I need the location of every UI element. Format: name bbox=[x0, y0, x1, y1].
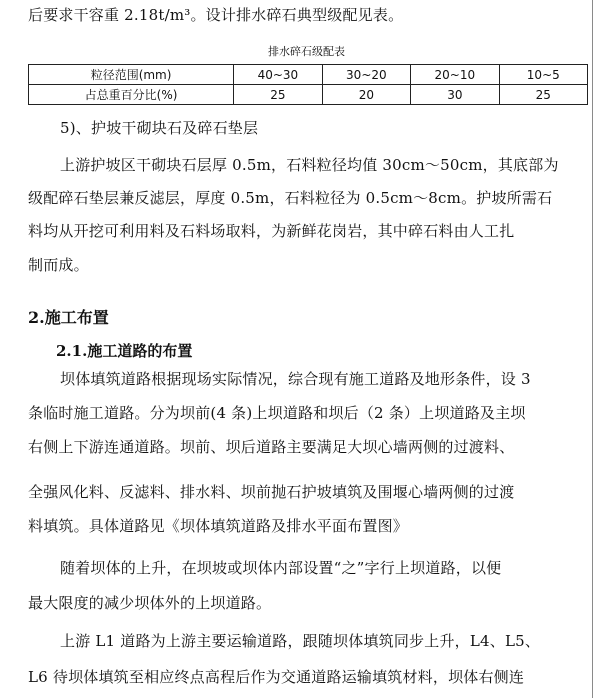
paragraph-line: 最大限度的减少坝体外的上坝道路。 bbox=[28, 594, 272, 612]
table-row bbox=[29, 65, 588, 85]
table-title: 排水碎石级配表 bbox=[268, 45, 345, 58]
paragraph-line: 坝体填筑道路根据现场实际情况，综合现有施工道路及地形条件，设 3 bbox=[60, 370, 531, 388]
paragraph-line: 随着坝体的上升，在坝坡或坝体内部设置“之”字行上坝道路，以便 bbox=[60, 559, 502, 577]
table-cell: 30~20 bbox=[322, 65, 410, 85]
paragraph-line: 全强风化料、反滤料、排水料、坝前抛石护坡填筑及围堰心墙两侧的过渡 bbox=[28, 483, 515, 501]
table-cell: 25 bbox=[499, 85, 587, 105]
table-cell: 20~10 bbox=[411, 65, 499, 85]
table-row bbox=[29, 85, 588, 105]
subsection-title: 5)、护坡干砌块石及碎石垫层 bbox=[60, 119, 259, 137]
page-edge-divider bbox=[592, 0, 593, 698]
table-cell: 40~30 bbox=[234, 65, 322, 85]
paragraph-line: 右侧上下游连通道路。坝前、坝后道路主要满足大坝心墙两侧的过渡料、 bbox=[28, 438, 515, 456]
gradation-table bbox=[28, 64, 588, 105]
paragraph-line: 级配碎石垫层兼反滤层，厚度 0.5m，石料粒径为 0.5cm～8cm。护坡所需石 bbox=[28, 189, 553, 207]
paragraph-line: 上游 L1 道路为上游主要运输道路，跟随坝体填筑同步上升，L4、L5、 bbox=[60, 632, 541, 650]
section-heading: 2.施工布置 bbox=[28, 308, 109, 327]
paragraph-line: 料填筑。具体道路见《坝体填筑道路及排水平面布置图》 bbox=[28, 517, 409, 535]
paragraph-line: L6 待坝体填筑至相应终点高程后作为交通道路运输填筑材料，坝体右侧连 bbox=[28, 668, 525, 686]
table-cell: 25 bbox=[234, 85, 322, 105]
table-cell: 30 bbox=[411, 85, 499, 105]
table-row-header: 粒径范围(mm) bbox=[29, 65, 234, 85]
paragraph-line: 料均从开挖可利用料及石料场取料，为新鲜花岗岩，其中碎石料由人工扎 bbox=[28, 222, 515, 240]
table-cell: 10~5 bbox=[499, 65, 587, 85]
paragraph-line: 条临时施工道路。分为坝前(4 条)上坝道路和坝后（2 条）上坝道路及主坝 bbox=[28, 404, 526, 422]
table-cell: 20 bbox=[322, 85, 410, 105]
paragraph-line: 上游护坡区干砌块石层厚 0.5m，石料粒径均值 30cm～50cm，其底部为 bbox=[60, 156, 559, 174]
subsection-heading: 2.1.施工道路的布置 bbox=[56, 342, 193, 360]
paragraph-line: 后要求干容重 2.18t/m³。设计排水碎石典型级配见表。 bbox=[28, 6, 404, 24]
paragraph-line: 制而成。 bbox=[28, 256, 89, 274]
table-row-header: 占总重百分比(%) bbox=[29, 85, 234, 105]
